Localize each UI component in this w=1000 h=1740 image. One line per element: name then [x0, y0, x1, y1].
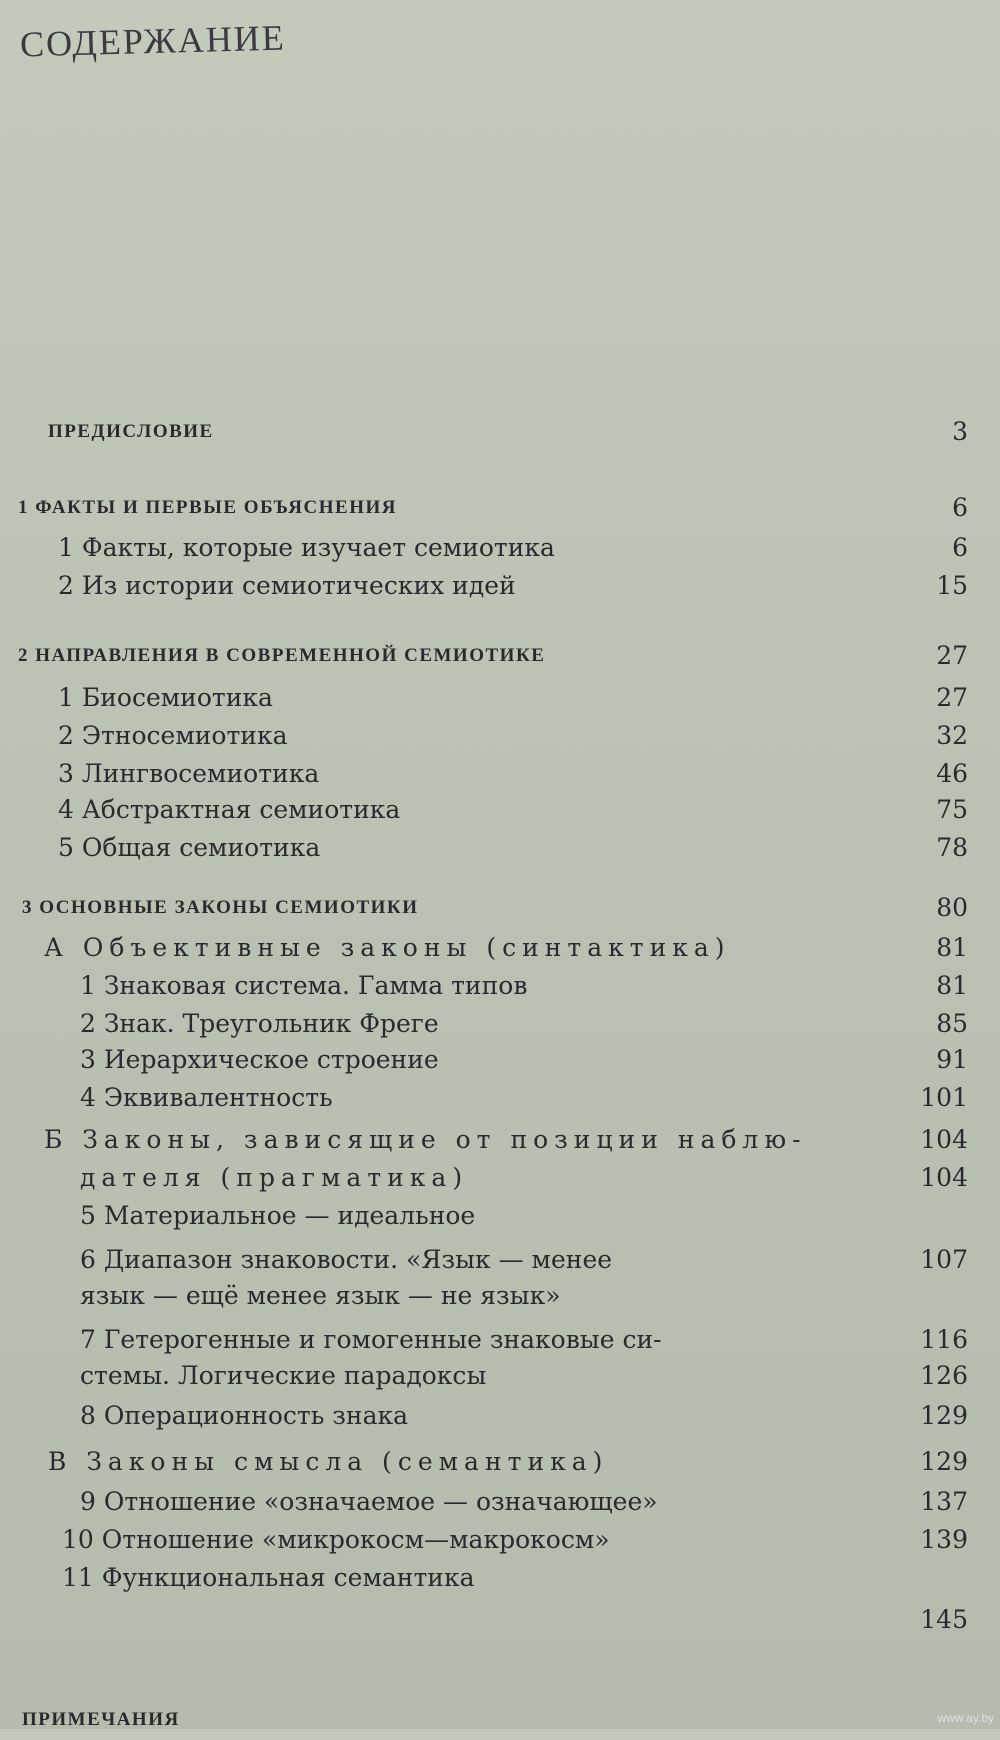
toc-entry-page: 139 [920, 1525, 968, 1554]
toc-entry-title: 2 НАПРАВЛЕНИЯ В СОВРЕМЕННОЙ СЕМИОТИКЕ [18, 645, 546, 666]
toc-entry-page: 101 [920, 1083, 968, 1112]
toc-entry-title: 11 Функциональная семантика [62, 1563, 475, 1592]
toc-entry-title: 5 Материальное — идеальное [80, 1201, 476, 1230]
toc-entry-page: 6 [952, 533, 968, 562]
toc-entry-page: 91 [936, 1045, 968, 1074]
toc-entry-title: 2 Из истории семиотических идей [58, 571, 516, 600]
toc-entry [0, 412, 1000, 452]
toc-entry [0, 1600, 1000, 1640]
toc-entry-page: 81 [936, 971, 968, 1000]
toc-entry-title: ПРИМЕЧАНИЯ [22, 1709, 180, 1730]
toc-entry [0, 528, 1000, 568]
toc-entry [0, 966, 1000, 1006]
toc-entry-page: 81 [936, 933, 968, 962]
toc-entry-title: 6 Диапазон знаковости. «Язык — менее [80, 1245, 613, 1274]
toc-entry-page: 137 [920, 1487, 968, 1516]
toc-entry [0, 1442, 1000, 1482]
toc-entry-page: 78 [936, 833, 968, 862]
toc-entry-page: 6 [952, 493, 968, 522]
toc-entry [0, 1520, 1000, 1560]
toc-entry-page: 129 [920, 1401, 968, 1430]
toc-entry-title: дателя (прагматика) [80, 1163, 469, 1192]
toc-entry-page: 75 [936, 795, 968, 824]
toc-entry [0, 888, 1000, 928]
toc-entry-page: 15 [936, 571, 968, 600]
toc-entry [0, 1276, 1000, 1316]
toc-entry [0, 1396, 1000, 1436]
toc-entry-page: 80 [936, 893, 968, 922]
toc-entry [0, 1356, 1000, 1396]
toc-entry-title: 8 Операционность знака [80, 1401, 409, 1430]
toc-entry [0, 678, 1000, 718]
toc-entry-title: 5 Общая семиотика [58, 833, 321, 862]
toc-entry [0, 1320, 1000, 1360]
toc-entry [0, 828, 1000, 868]
toc-entry-title: 4 Абстрактная семиотика [58, 795, 401, 824]
toc-entry [0, 1004, 1000, 1044]
toc-entry [0, 566, 1000, 606]
toc-entry-title: 2 Этносемиотика [58, 721, 288, 750]
toc-entry-title: стемы. Логические парадоксы [80, 1361, 487, 1390]
toc-entry-title: 4 Эквивалентность [80, 1083, 333, 1112]
toc-entry [0, 1700, 1000, 1740]
toc-entry-title: 1 Факты, которые изучает семиотика [58, 533, 555, 562]
toc-entry-title: А Объективные законы (синтактика) [44, 933, 731, 962]
toc-entry-title: ПРЕДИСЛОВИЕ [48, 421, 214, 442]
toc-entry [0, 1040, 1000, 1080]
toc-entry-page: 145 [920, 1605, 968, 1634]
toc-entry-page: 85 [936, 1009, 968, 1038]
toc-entry [0, 1482, 1000, 1522]
toc-entry-page: 107 [920, 1245, 968, 1274]
toc-entry-title: 1 Биосемиотика [58, 683, 273, 712]
toc-entry-page: 104 [920, 1163, 968, 1192]
toc-entry-title: В Законы смысла (семантика) [48, 1447, 609, 1476]
toc-entry-page: 129 [920, 1447, 968, 1476]
toc-entry [0, 754, 1000, 794]
toc-entry-page: 46 [936, 759, 968, 788]
toc-entry-page: 3 [952, 417, 968, 446]
toc-entry-page: 116 [920, 1325, 968, 1354]
toc-entry [0, 790, 1000, 830]
toc-entry-title: 3 Лингвосемиотика [58, 759, 320, 788]
toc-entry-title: язык — ещё менее язык — не язык» [80, 1281, 561, 1310]
watermark: www.ay.by [937, 1711, 994, 1725]
toc-entry [0, 1078, 1000, 1118]
toc-entry [0, 1120, 1000, 1160]
toc-entry-title: 7 Гетерогенные и гомогенные знаковые си- [80, 1325, 662, 1354]
toc-entry-title: Б Законы, зависящие от позиции наблю- [44, 1125, 807, 1154]
toc-entry [0, 1196, 1000, 1236]
toc-entry-title: 9 Отношение «означаемое — означающее» [80, 1487, 658, 1516]
toc-entry [0, 716, 1000, 756]
toc-entry-title: 10 Отношение «микрокосм—макрокосм» [62, 1525, 610, 1554]
toc-entry [0, 488, 1000, 528]
toc-entry-title: 3 Иерархическое строение [80, 1045, 439, 1074]
contents-heading: СОДЕРЖАНИЕ [19, 17, 287, 65]
toc-entry [0, 636, 1000, 676]
toc-entry-title: 1 ФАКТЫ И ПЕРВЫЕ ОБЪЯСНЕНИЯ [18, 497, 397, 518]
toc-entry [0, 1158, 1000, 1198]
toc-entry-title: 1 Знаковая система. Гамма типов [80, 971, 528, 1000]
toc-entry-page: 104 [920, 1125, 968, 1154]
toc-entry-page: 32 [936, 721, 968, 750]
toc-entry [0, 928, 1000, 968]
toc-entry-title: 2 Знак. Треугольник Фреге [80, 1009, 439, 1038]
toc-entry-page: 27 [936, 683, 968, 712]
toc-entry [0, 1240, 1000, 1280]
toc-entry-page: 126 [920, 1361, 968, 1390]
toc-entry-page: 27 [936, 641, 968, 670]
toc-entry [0, 1558, 1000, 1598]
toc-entry-title: 3 ОСНОВНЫЕ ЗАКОНЫ СЕМИОТИКИ [22, 897, 419, 918]
